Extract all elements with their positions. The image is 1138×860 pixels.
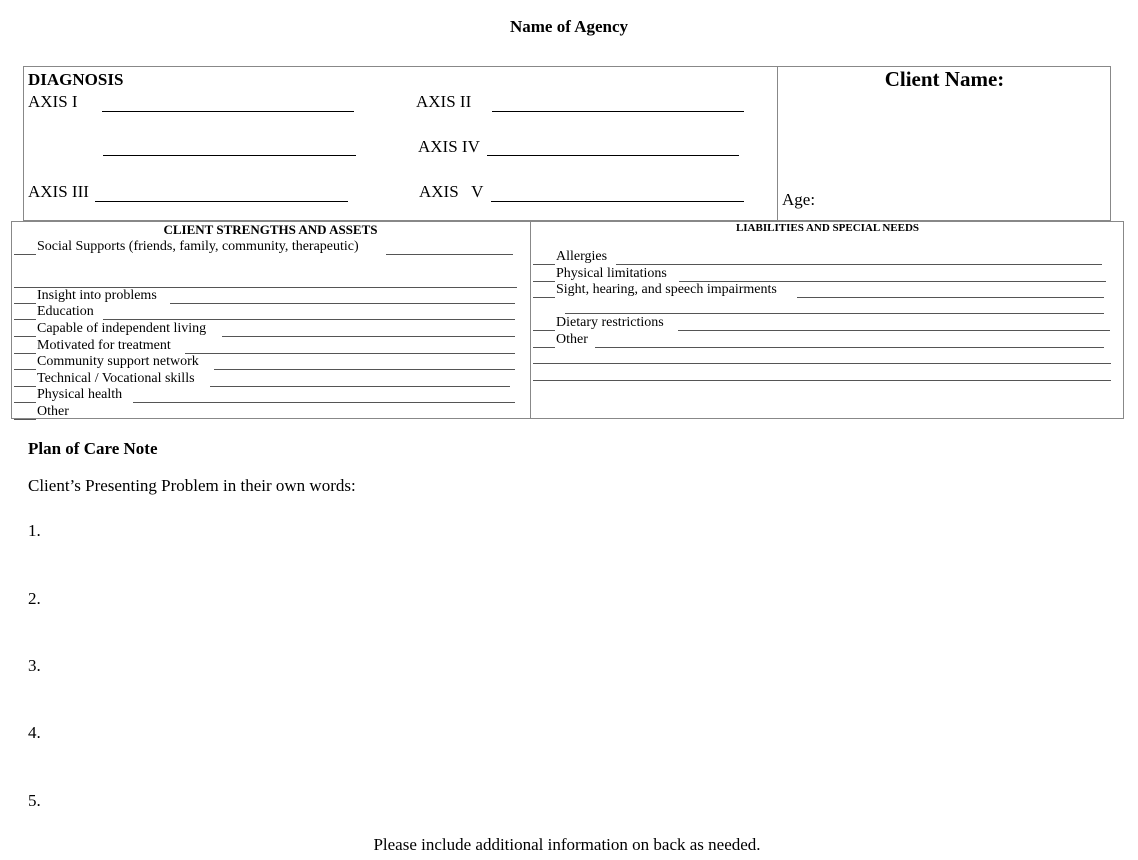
age-label: Age: [782,190,816,209]
checkbox-blank[interactable] [533,281,555,282]
axis-1-label: AXIS I [28,92,78,111]
axis-1-field[interactable] [102,111,354,112]
presenting-problem-label: Client’s Presenting Problem in their own words: [28,476,356,495]
item-fill-line[interactable] [210,386,510,387]
item-label: Insight into problems [37,288,157,303]
axis-2-field[interactable] [492,111,744,112]
axis-3-field[interactable] [95,201,348,202]
checkbox-blank[interactable] [14,353,36,354]
checkbox-blank[interactable] [533,347,555,348]
social-supports-continuation-line[interactable] [14,287,517,288]
axis-2-label: AXIS II [416,92,472,111]
item-label: Dietary restrictions [556,315,664,330]
axis-5-field[interactable] [491,201,744,202]
strengths-liabilities-divider [530,221,531,419]
liabilities-extra-line[interactable] [533,363,1111,364]
item-label: Physical health [37,387,123,402]
item-label: Education [37,304,94,319]
item-label: Capable of independent living [37,321,207,336]
item-fill-line[interactable] [185,353,515,354]
footer-note: Please include additional information on back as needed. [373,835,761,854]
liabilities-title: LIABILITIES AND SPECIAL NEEDS [735,222,920,234]
item-label: Sight, hearing, and speech impairments [556,282,777,297]
axis-4-field[interactable] [487,155,739,156]
checkbox-blank[interactable] [14,419,36,420]
item-fill-line[interactable] [214,369,515,370]
checkbox-blank[interactable] [14,386,36,387]
item-fill-line[interactable] [386,254,513,255]
problem-number: 3. [28,656,41,675]
checkbox-blank[interactable] [14,303,36,304]
checkbox-blank[interactable] [14,369,36,370]
item-label: Other [37,404,69,419]
client-name-label: Client Name: [884,67,1005,91]
item-fill-line[interactable] [170,303,515,304]
item-label: Motivated for treatment [37,338,171,353]
plan-of-care-title: Plan of Care Note [28,439,158,458]
item-label: Allergies [556,249,608,264]
item-fill-line[interactable] [678,330,1110,331]
impairments-continuation-line[interactable] [565,313,1104,314]
axis-5-label: AXIS V [419,182,484,201]
item-label: Community support network [37,354,199,369]
axis-3-label: AXIS III [28,182,89,201]
problem-number: 4. [28,723,41,742]
checkbox-blank[interactable] [14,254,36,255]
problem-number: 5. [28,791,41,810]
agency-name: Name of Agency [509,17,629,36]
item-fill-line[interactable] [133,402,515,403]
strengths-title: CLIENT STRENGTHS AND ASSETS [163,222,378,237]
item-label: Technical / Vocational skills [37,371,195,386]
item-fill-line[interactable] [222,336,515,337]
item-fill-line[interactable] [797,297,1104,298]
problem-number: 2. [28,589,41,608]
item-fill-line[interactable] [616,264,1102,265]
checkbox-blank[interactable] [533,297,555,298]
axis-4-label: AXIS IV [418,137,480,156]
item-label: Physical limitations [556,266,667,281]
checkbox-blank[interactable] [533,264,555,265]
problem-number: 1. [28,521,41,540]
item-fill-line[interactable] [103,319,515,320]
checkbox-blank[interactable] [14,402,36,403]
checkbox-blank[interactable] [14,319,36,320]
item-label: Other [556,332,588,347]
liabilities-extra-line[interactable] [533,380,1111,381]
axis-1-field-continued[interactable] [103,155,356,156]
checkbox-blank[interactable] [533,330,555,331]
item-label: Social Supports (friends, family, community, therapeutic) [37,239,359,254]
diagnosis-title: DIAGNOSIS [28,70,124,89]
checkbox-blank[interactable] [14,336,36,337]
item-fill-line[interactable] [595,347,1104,348]
